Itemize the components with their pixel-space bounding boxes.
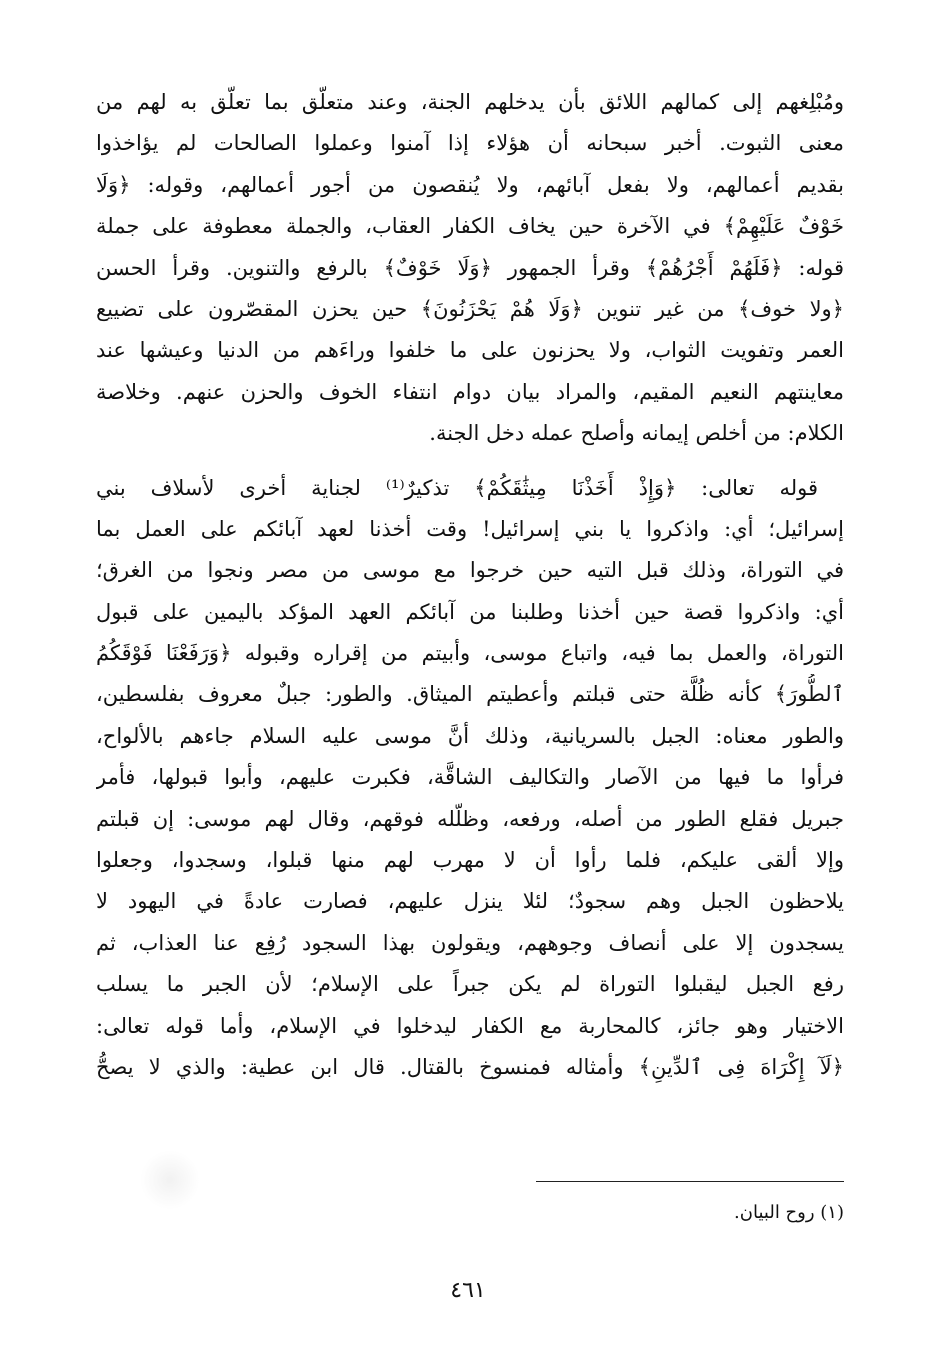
text-line: قوله تعالى: ﴿وَإِذْ أَخَذْنَا مِيثَٰقَكُمْ﴾ تذكيرٌ⁽¹⁾ لجناية أخرى لأسلاف بني: [96, 475, 818, 500]
footnote-divider: [536, 1181, 844, 1182]
text-line: الاختيار وهو جائز، كالمحاربة مع الكفار ليدخلوا في الإسلام، وأما قوله تعالى:: [96, 1013, 844, 1038]
text-line: ﴿ولا خوف﴾ من غير تنوين ﴿وَلَا هُمْ يَحْزَنُونَ﴾ حين يحزن المقصّرون على تضييع: [96, 296, 844, 321]
text-line: معاينتهم النعيم المقيم، والمراد بيان دوام انتفاء الخوف والحزن عنهم. وخلاصة: [96, 379, 844, 404]
footnote: (١) روح البيان.: [734, 1202, 844, 1223]
text-line: فرأوا ما فيها من الآصار والتكاليف الشاقَّة، فكبرت عليهم، وأبوا قبولها، فأمر: [96, 765, 844, 790]
text-line: التوراة، والعمل بما فيه، واتباع موسى، وأبيتم من إقراره وقبوله ﴿وَرَفَعْنَا فَوْقَكُمُ: [96, 641, 844, 666]
text-line: جبريل فقلع الطور من أصله، ورفعه، وظلّله فوقهم، وقال لهم موسى: إن قبلتم: [96, 806, 844, 831]
paragraph-spacer: [96, 455, 844, 468]
text-line: يسجدون إلا على أنصاف وجوههم، ويقولون بهذا السجود رُفِع عنا العذاب، ثم: [96, 930, 844, 955]
text-line: ٱلطُّورَ﴾ كأنه ظُلَّة حتى قبلتم وأعطيتم الميثاق. والطور: جبلٌ معروف بفلسطين،: [96, 682, 844, 707]
text-line: وإلا ألقى عليكم، فلما رأوا أن لا مهرب لهم منها قبلوا، وسجدوا، وجعلوا: [96, 848, 844, 873]
text-line: الكلام: من أخلص إيمانه وأصلح عمله دخل الجنة.: [429, 421, 844, 446]
text-line: ﴿لَآ إِكْرَاهَ فِى ٱلدِّينِ﴾ وأمثاله فمنسوخ بالقتال. قال ابن عطية: والذي لا يصحُّ: [96, 1054, 844, 1079]
text-line: بقديم أعمالهم، ولا بفعل آبائهم، ولا يُنقصون من أجور أعمالهم، وقوله: ﴿وَلَا: [96, 172, 844, 197]
text-line: إسرائيل؛ أي: واذكروا يا بني إسرائيل! وقت أخذنا لعهد آبائكم على العمل بما: [96, 516, 844, 541]
text-line: خَوْفٌ عَلَيْهِمْ﴾ في الآخرة حين يخاف الكفار العقاب، والجملة معطوفة على جملة: [96, 214, 844, 239]
text-line: في التوراة، وذلك قبل التيه حين خرجوا مع موسى من مصر ونجوا من الغرق؛: [96, 558, 844, 583]
text-line: أي: واذكروا قصة حين أخذنا وطلبنا من آبائكم العهد المؤكد باليمين على قبول: [96, 599, 844, 624]
text-line: رفع الجبل ليقبلوا التوراة لم يكن جبراً على الإسلام؛ لأن الجبر ما يسلب: [96, 972, 844, 997]
text-line: ومُبْلِغهم إلى كمالهم اللائق بأن يدخلهم الجنة، وعند متعلّق بما تعلّق به لهم من: [96, 90, 844, 114]
text-line: قوله: ﴿فَلَهُمْ أَجْرُهُمْ﴾ وقرأ الجمهور ﴿وَلَا خَوْفٌ﴾ بالرفع والتنوين. وقرأ الحسن: [96, 255, 844, 280]
text-line: العمر وتفويت الثواب، ولا يحزنون على ما خلفوا وراءَهم من الدنيا وعيشها عند: [96, 338, 844, 363]
paragraph-2: [96, 468, 844, 1089]
paragraph-1: [96, 82, 844, 455]
page-number: ٤٦١: [450, 1278, 486, 1303]
main-text: [96, 82, 844, 1088]
scan-smudge: [140, 1150, 200, 1210]
text-line: والطور معناه: الجبل بالسريانية، وذلك أنَّ موسى عليه السلام جاءهم بالألواح،: [96, 723, 844, 748]
text-line: معنى الثبوت. أخبر سبحانه أن هؤلاء إذا آمنوا وعملوا الصالحات لم يؤاخذوا: [96, 131, 844, 156]
text-line: يلاحظون الجبل وهم سجودٌ؛ لئلا ينزل عليهم، فصارت عادةً في اليهود لا: [96, 889, 844, 914]
